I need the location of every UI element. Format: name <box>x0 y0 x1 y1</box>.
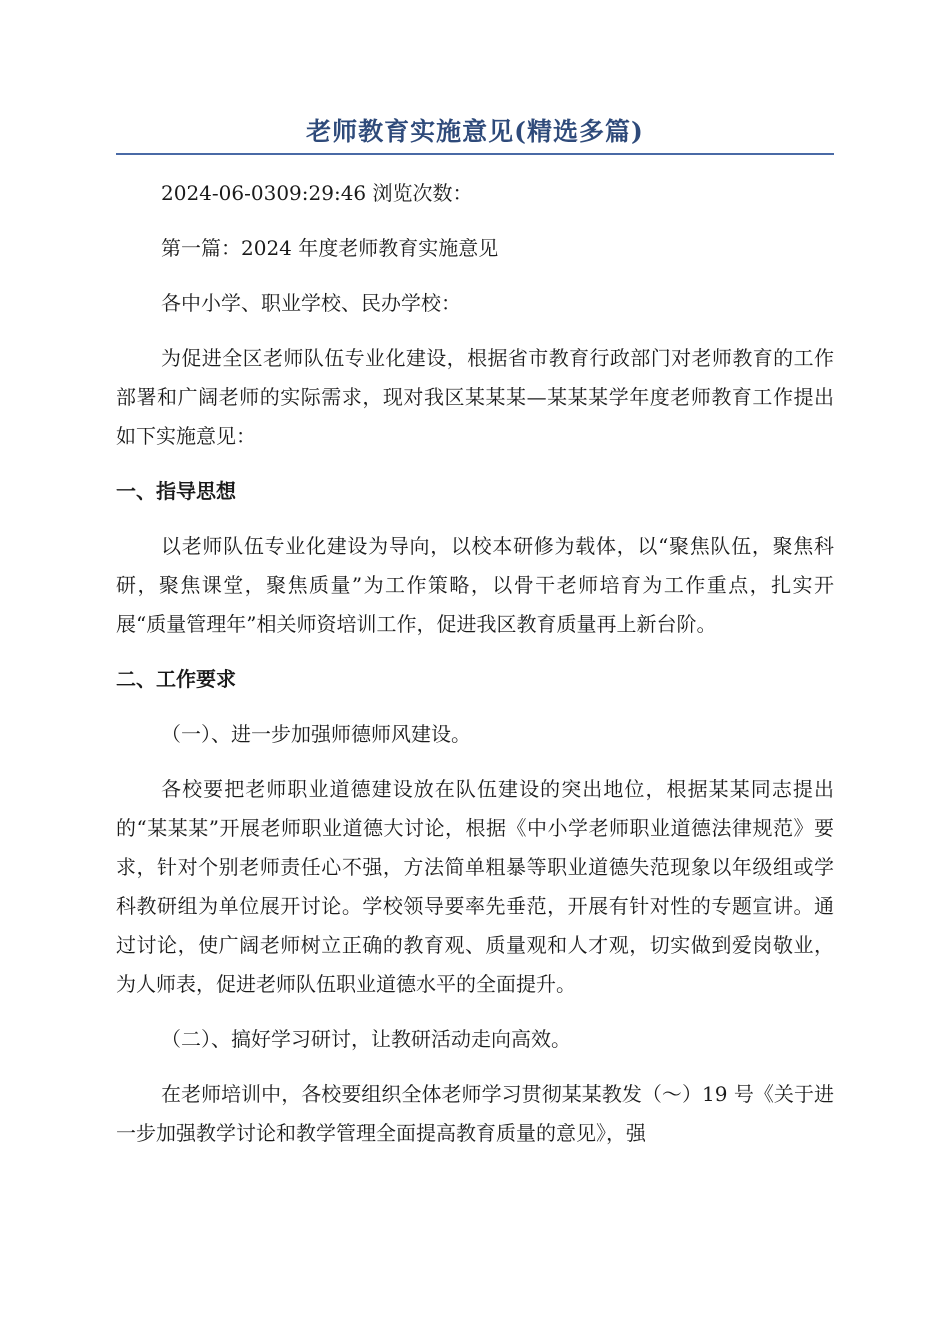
section-heading-work-requirements: 二、工作要求 <box>116 667 236 691</box>
document-title: 老师教育实施意见(精选多篇) <box>306 117 644 146</box>
section-heading-guiding-ideology: 一、指导思想 <box>116 479 236 503</box>
section1-paragraph: 以老师队伍专业化建设为导向，以校本研修为载体，以“聚焦队伍，聚焦科研，聚焦课堂，聚焦质量”为工作策略，以骨干老师培育为工作重点，扎实开展“质量管理年”相关师资培训工作，促进我区教育质量再上新台阶。 <box>116 534 834 636</box>
subsection2-paragraph: 在老师培训中，各校要组织全体老师学习贯彻某某教发（～）19 号《关于进一步加强教学讨论和教学管理全面提高教育质量的意见》，强 <box>116 1082 834 1145</box>
subsection1-paragraph: 各校要把老师职业道德建设放在队伍建设的突出地位，根据某某同志提出的“某某某”开展老师职业道德大讨论，根据《中小学老师职业道德法律规范》要求，针对个别老师责任心不强，方法简单粗暴等职业道德失范现象以年级组或学科教研组为单位展开讨论。学校领导要率先垂范，开展有针对性的专题宣讲。通过讨论，使广阔老师树立正确的教育观、质量观和人才观，切实做到爱岗敬业，为人师表，促进老师队伍职业道德水平的全面提升。 <box>116 777 834 996</box>
intro-paragraph: 为促进全区老师队伍专业化建设，根据省市教育行政部门对老师教育的工作部署和广阔老师的实际需求，现对我区某某某—某某某学年度老师教育工作提出如下实施意见： <box>116 346 834 448</box>
chapter-line: 第一篇：2024 年度老师教育实施意见 <box>161 236 499 260</box>
subsection-heading-2: （二）、搞好学习研讨，让教研活动走向高效。 <box>161 1027 571 1051</box>
document-body <box>116 174 834 1153</box>
meta-line: 2024-06-0309:29:46 浏览次数： <box>161 181 473 205</box>
title-underline <box>116 153 834 155</box>
subsection-heading-1: （一）、进一步加强师德师风建设。 <box>161 722 471 746</box>
salutation: 各中小学、职业学校、民办学校： <box>161 291 461 315</box>
